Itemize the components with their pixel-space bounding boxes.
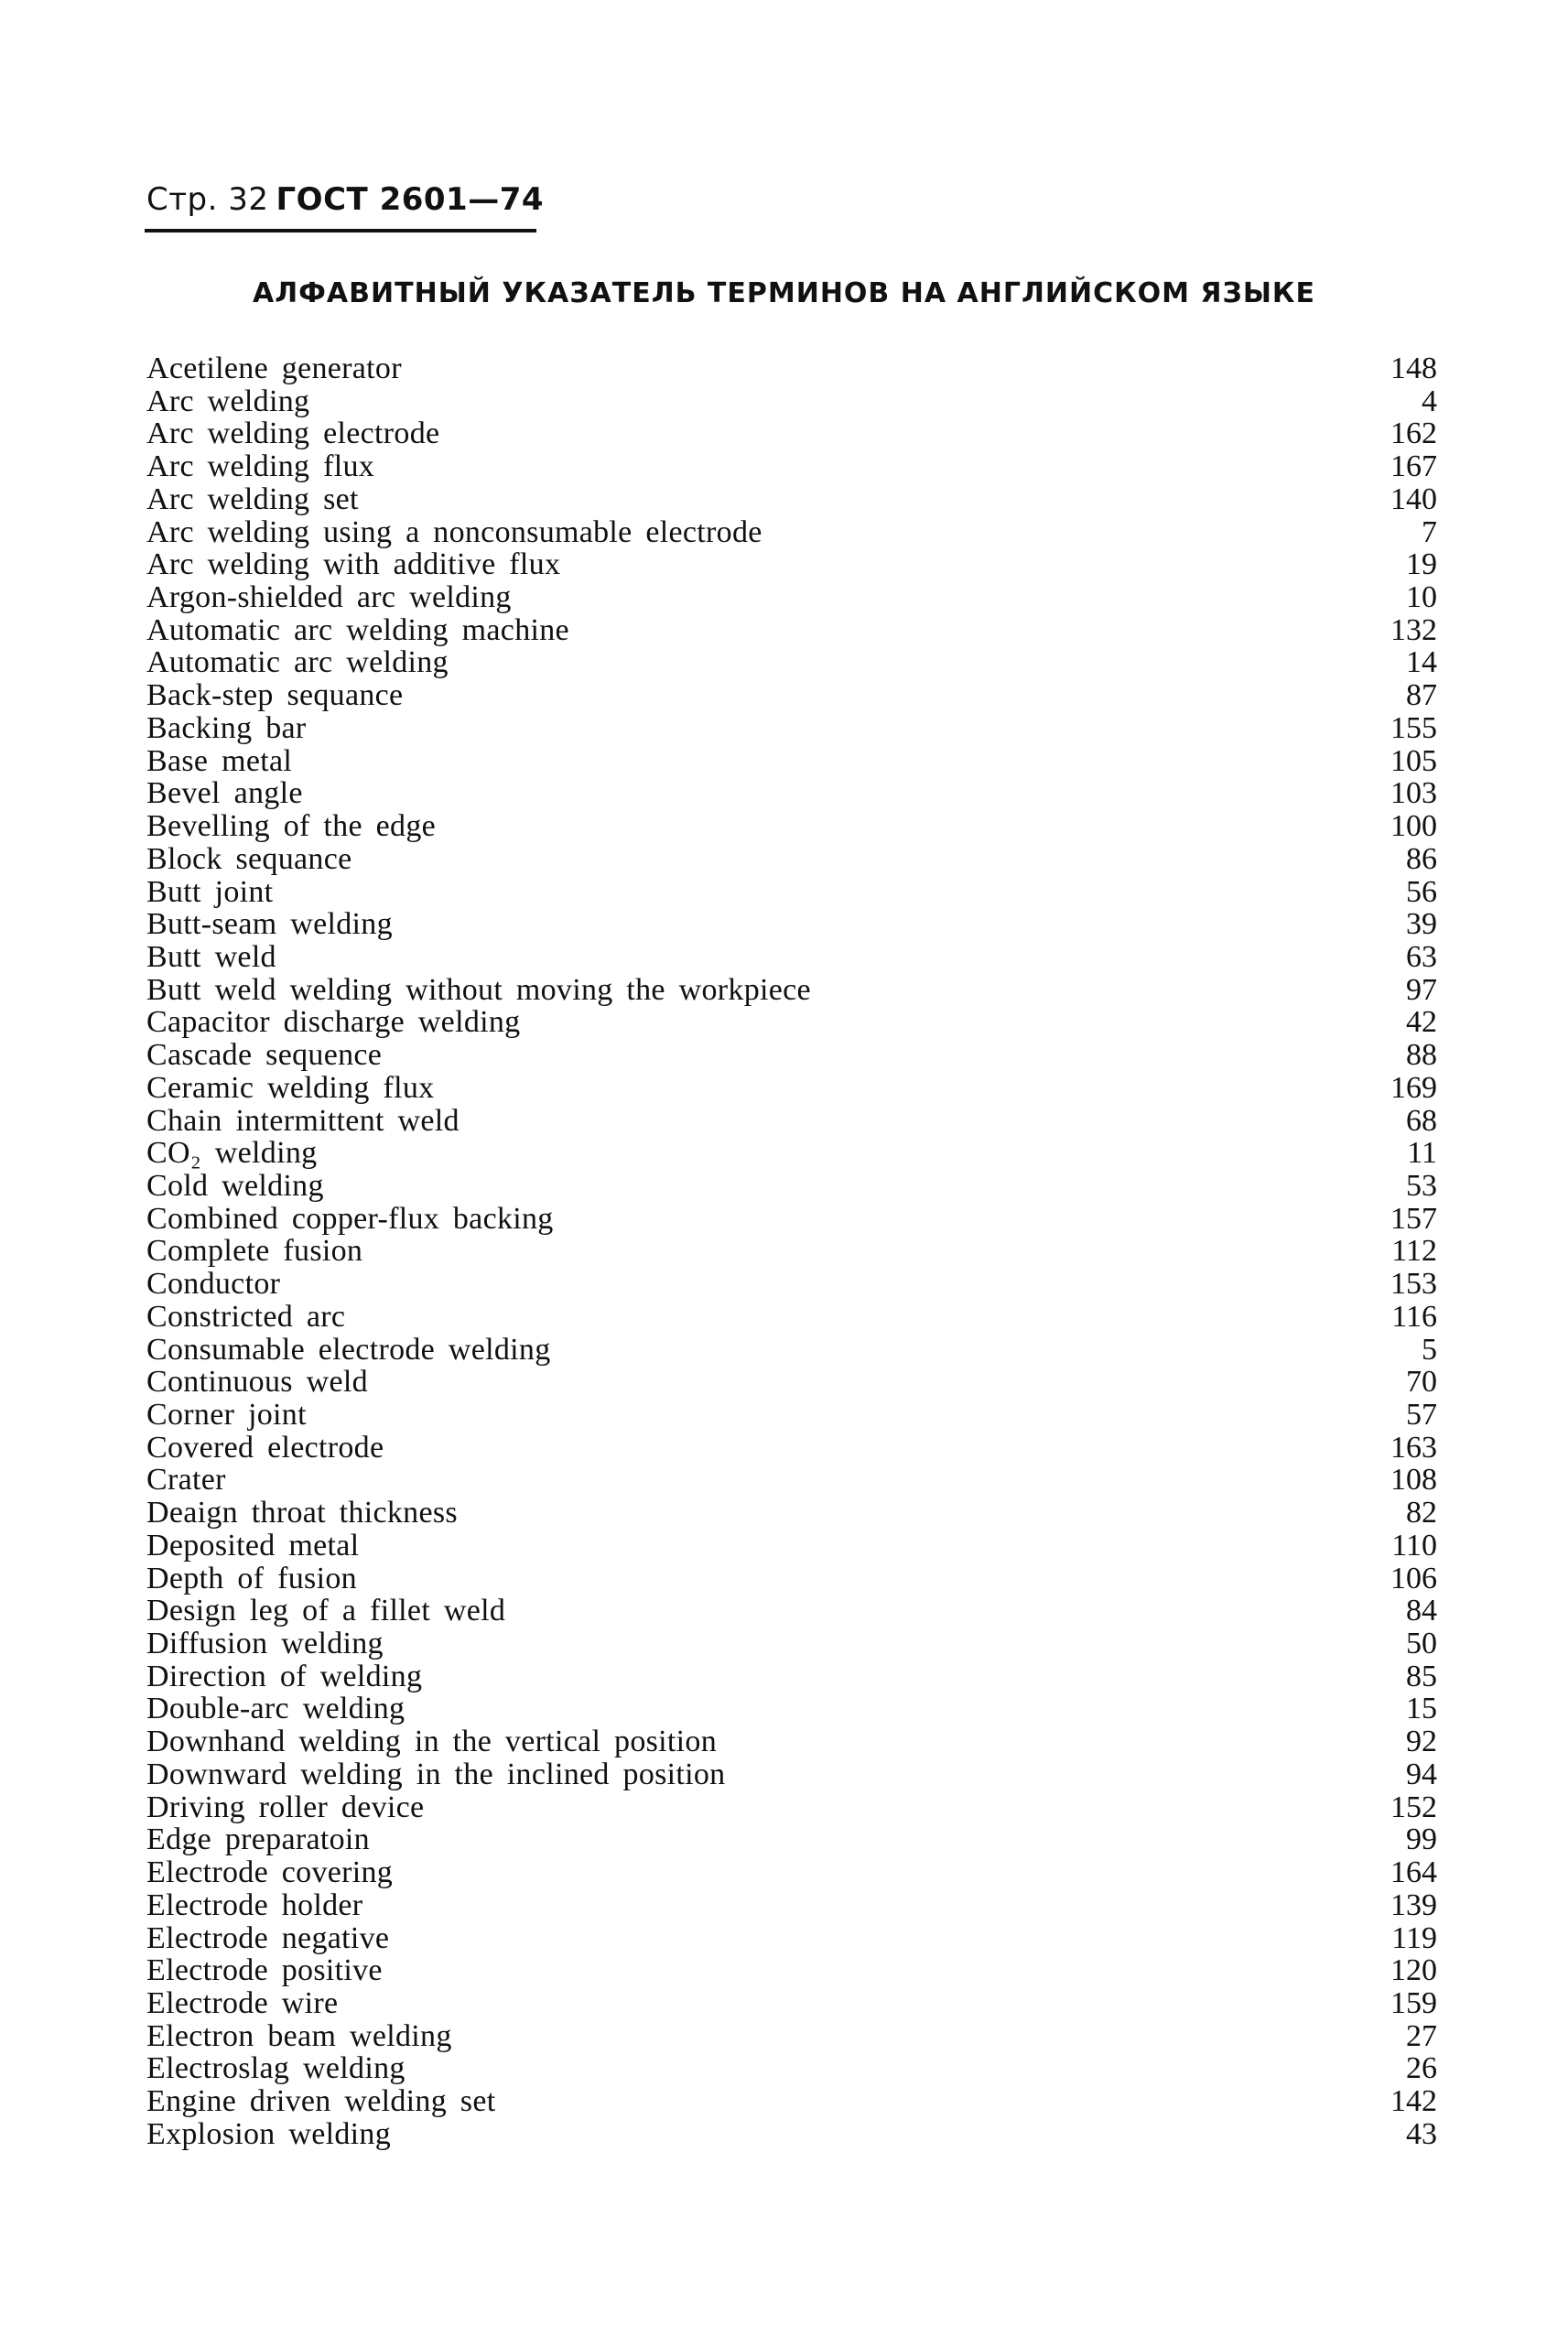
index-page-ref: 57 [1406,1398,1437,1432]
index-term: Crater [146,1463,226,1498]
index-page-ref: 162 [1390,416,1437,451]
index-entry [146,1301,1437,1334]
index-page-ref: 56 [1406,874,1437,909]
index-term: Capacitor discharge welding [146,1005,521,1040]
index-term: Direction of welding [146,1659,423,1693]
index-term: Arc welding set [146,481,359,516]
page-number-label: Стр. 32 [146,181,269,218]
index-page-ref: 85 [1406,1659,1437,1693]
index-page-ref: 39 [1406,907,1437,942]
index-term: Corner joint [146,1398,307,1432]
index-page-ref: 15 [1406,1692,1437,1726]
index-entry [146,843,1437,876]
index-entry [146,1563,1437,1595]
index-term: Electron beam welding [146,2018,452,2053]
index-term: Electrode positive [146,1953,383,1988]
index-term: Complete fusion [146,1234,363,1269]
index-term: Butt weld welding without moving the workpiece [146,972,811,1007]
index-page-ref: 11 [1407,1136,1437,1171]
index-entry [146,1105,1437,1138]
index-entry [146,941,1437,974]
index-term: Cascade sequence [146,1038,383,1073]
index-entry [146,745,1437,778]
index-term: Combined copper-flux backing [146,1201,554,1236]
index-entry [146,581,1437,614]
index-entry [146,974,1437,1007]
index-entry [146,516,1437,549]
index-page-ref: 88 [1406,1038,1437,1073]
index-page-ref: 14 [1406,645,1437,680]
index-term: Downhand welding in the vertical position [146,1725,718,1759]
index-entry [146,1725,1437,1758]
index-entry [146,876,1437,909]
index-entry [146,1399,1437,1432]
index-entry [146,810,1437,843]
index-entry [146,1235,1437,1268]
index-entry [146,1464,1437,1497]
index-term: Arc welding [146,384,310,418]
index-term: Consumable electrode welding [146,1332,551,1367]
index-entry [146,908,1437,941]
index-term: Double-arc welding [146,1692,406,1726]
running-header [146,181,544,218]
index-term: Electroslag welding [146,2051,406,2086]
index-entry [146,1268,1437,1301]
index-entry [146,1889,1437,1922]
index-entry [146,1922,1437,1955]
index-term: Acetilene generator [146,351,402,385]
index-entry [146,417,1437,450]
index-page-ref: 116 [1391,1299,1437,1334]
index-page-ref: 152 [1390,1790,1437,1824]
index-page-ref: 87 [1406,678,1437,713]
index-entry [146,1530,1437,1563]
index-term: Electrode covering [146,1855,394,1890]
index-entry [146,1334,1437,1367]
index-page-ref: 108 [1390,1463,1437,1498]
index-page-ref: 84 [1406,1594,1437,1628]
index-title: АЛФАВИТНЫЙ УКАЗАТЕЛЬ ТЕРМИНОВ НА АНГЛИЙСКОМ ЯЗЫКЕ [253,277,1315,309]
index-entry [146,1072,1437,1105]
index-page-ref: 157 [1390,1201,1437,1236]
index-term: Argon-shielded arc welding [146,580,512,615]
index-term: Deposited metal [146,1528,360,1563]
index-entry [146,548,1437,581]
index-page-ref: 97 [1406,972,1437,1007]
index-term: Automatic arc welding [146,645,449,680]
index-page-ref: 159 [1390,1985,1437,2020]
index-term: Explosion welding [146,2116,392,2151]
index-entry [146,1432,1437,1465]
index-entry [146,2052,1437,2085]
index-entry [146,1366,1437,1399]
index-page-ref: 106 [1390,1561,1437,1595]
index-term: Depth of fusion [146,1561,357,1595]
index-term: Bevel angle [146,776,303,811]
index-term: Diffusion welding [146,1627,384,1661]
index-term: Covered electrode [146,1430,384,1465]
index-page-ref: 167 [1390,449,1437,484]
index-entry [146,1137,1437,1170]
index-entry [146,1856,1437,1889]
index-term: Chain intermittent weld [146,1103,460,1138]
index-page-ref: 92 [1406,1725,1437,1759]
index-page-ref: 103 [1390,776,1437,811]
index-page-ref: 4 [1422,384,1437,418]
index-page-ref: 120 [1390,1953,1437,1988]
index-term: Backing bar [146,710,307,745]
index-term: Conductor [146,1267,281,1302]
index-term: CO₂ welding [146,1136,318,1171]
index-page-ref: 42 [1406,1005,1437,1040]
index-entry [146,1628,1437,1660]
index-page-ref: 68 [1406,1103,1437,1138]
index-entry [146,1203,1437,1236]
index-term: Deaign throat thickness [146,1496,458,1530]
index-page-ref: 132 [1390,612,1437,647]
index-entry [146,2020,1437,2053]
index-term: Arc welding using a nonconsumable electrode [146,514,762,549]
index-entry [146,777,1437,810]
index-term: Cold welding [146,1168,324,1203]
index-term: Base metal [146,743,293,778]
index-entry [146,483,1437,516]
index-page-ref: 27 [1406,2018,1437,2053]
index-entry [146,2085,1437,2118]
header-rule [145,229,536,232]
index-page-ref: 86 [1406,841,1437,876]
term-index-list [146,352,1437,2151]
index-page-ref: 140 [1390,481,1437,516]
index-term: Butt joint [146,874,274,909]
index-page-ref: 99 [1406,1822,1437,1857]
index-entry [146,1170,1437,1203]
index-page-ref: 82 [1406,1496,1437,1530]
index-entry [146,1006,1437,1039]
index-page-ref: 19 [1406,547,1437,582]
index-entry [146,1660,1437,1693]
index-entry [146,712,1437,745]
index-entry [146,1823,1437,1856]
index-term: Edge preparatoin [146,1822,370,1857]
index-entry [146,352,1437,385]
index-term: Constricted arc [146,1299,346,1334]
index-entry [146,450,1437,483]
index-page-ref: 169 [1390,1070,1437,1105]
index-term: Back-step sequance [146,678,404,713]
index-term: Butt weld [146,939,276,974]
index-term: Downward welding in the inclined position [146,1757,726,1791]
index-page-ref: 43 [1406,2116,1437,2151]
index-page-ref: 148 [1390,351,1437,385]
index-page-ref: 94 [1406,1757,1437,1791]
index-term: Automatic arc welding machine [146,612,569,647]
index-page-ref: 163 [1390,1430,1437,1465]
index-page-ref: 53 [1406,1168,1437,1203]
index-page-ref: 50 [1406,1627,1437,1661]
index-entry [146,614,1437,647]
index-entry [146,1791,1437,1824]
document-standard-id: ГОСТ 2601—74 [276,181,545,218]
index-page-ref: 112 [1391,1234,1437,1269]
index-page-ref: 63 [1406,939,1437,974]
index-page-ref: 164 [1390,1855,1437,1890]
index-term: Ceramic welding flux [146,1070,435,1105]
index-entry [146,2118,1437,2151]
index-entry [146,1692,1437,1725]
index-page-ref: 100 [1390,809,1437,844]
index-page-ref: 26 [1406,2051,1437,2086]
index-page-ref: 153 [1390,1267,1437,1302]
index-entry [146,1039,1437,1072]
index-term: Design leg of a fillet weld [146,1594,506,1628]
index-page-ref: 10 [1406,580,1437,615]
index-page-ref: 110 [1391,1528,1437,1563]
index-term: Butt-seam welding [146,907,393,942]
index-entry [146,1954,1437,1987]
index-term: Arc welding with additive flux [146,547,561,582]
index-term: Arc welding flux [146,449,375,484]
index-term: Continuous weld [146,1365,368,1400]
index-page-ref: 139 [1390,1887,1437,1922]
index-page-ref: 5 [1422,1332,1437,1367]
index-term: Block sequance [146,841,352,876]
index-entry [146,679,1437,712]
index-entry [146,385,1437,418]
index-term: Arc welding electrode [146,416,440,451]
index-term: Driving roller device [146,1790,425,1824]
index-page-ref: 7 [1422,514,1437,549]
index-term: Electrode holder [146,1887,363,1922]
index-page-ref: 119 [1391,1920,1437,1955]
index-page-ref: 142 [1390,2084,1437,2119]
index-term: Electrode negative [146,1920,390,1955]
index-page-ref: 155 [1390,710,1437,745]
index-entry [146,646,1437,679]
index-entry [146,1987,1437,2020]
index-term: Engine driven welding set [146,2084,496,2119]
index-entry [146,1497,1437,1530]
index-term: Electrode wire [146,1985,339,2020]
index-term: Bevelling of the edge [146,809,437,844]
index-page-ref: 70 [1406,1365,1437,1400]
index-page-ref: 105 [1390,743,1437,778]
index-entry [146,1758,1437,1791]
index-entry [146,1595,1437,1628]
